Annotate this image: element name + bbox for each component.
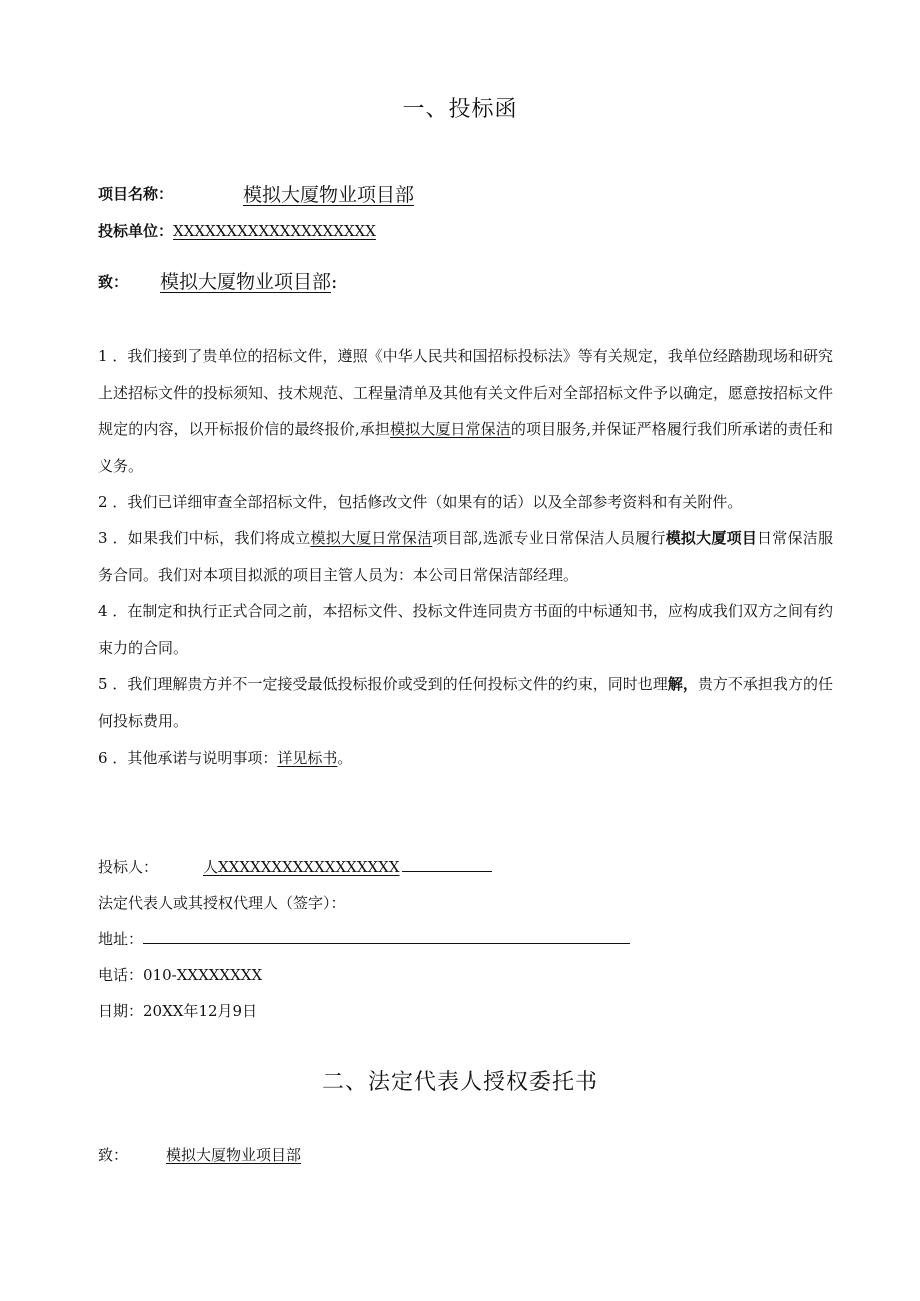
item-1-text-a: ．我们接到了贵单位的招标文件，遵照《中华人民共和国招标投标法》等有关规定，我单位经踏勘现场和研究上述招标文件的投标须知、技术规范、工程量清单及其他有关文件后对全部招标文件予以确定，愿意按招标文件规定的内容，以开标报价信的最终报价,承担 xyxy=(98,347,834,438)
project-name-value: 模拟大厦物业项目部 xyxy=(243,184,415,206)
item-4 xyxy=(98,593,833,666)
item-3-text-b: 项目部,选派专业日常保洁人员履行 xyxy=(432,529,666,547)
item-5-text-bold: 解， xyxy=(667,675,698,693)
item-6 xyxy=(98,740,833,777)
item-3-text-a: ．如果我们中标，我们将成立 xyxy=(112,529,311,547)
item-6-num: 6 xyxy=(98,749,108,767)
signer-label: 投标人： xyxy=(98,858,159,876)
letter-title: 一、投标函 xyxy=(402,97,518,122)
to-colon: : xyxy=(331,271,338,293)
item-3-service-name: 模拟大厦日常保洁 xyxy=(310,529,433,547)
bidder-label: 投标单位： xyxy=(98,222,174,240)
item-1-service-name: 模拟大厦日常保洁 xyxy=(389,420,511,438)
project-name-label: 项目名称： xyxy=(98,185,174,203)
item-1-text-b: 的项目服务,并保证严格履行我们所承诺的责任和义务。 xyxy=(98,420,833,475)
project-name-row xyxy=(98,183,173,204)
to-row xyxy=(160,267,337,294)
item-3-text-c: 日常保洁服务合同。我们对本项目拟派的项目主管人员为：本公司日常保洁部经理。 xyxy=(98,529,833,584)
date-label: 日期： xyxy=(98,1002,144,1020)
item-5-num: 5 xyxy=(98,675,108,693)
signer-blank-line xyxy=(402,857,492,872)
item-1 xyxy=(98,338,833,484)
item-2-num: 2 xyxy=(98,493,108,511)
item-6-text-b: 。 xyxy=(337,749,353,767)
authorization-title: 二、法定代表人授权委托书 xyxy=(321,1070,598,1095)
item-4-text: ．在制定和执行正式合同之前，本招标文件、投标文件连同贵方书面的中标通知书，应构成我们双方之间有约束力的合同。 xyxy=(98,602,833,657)
phone-label: 电话： xyxy=(98,966,144,984)
address-row xyxy=(98,928,630,949)
item-6-text-a: ．其他承诺与说明事项： xyxy=(112,749,278,767)
item-3-project-bold: 模拟大厦项目 xyxy=(665,529,758,547)
item-5 xyxy=(98,666,833,739)
to-label: 致： xyxy=(98,273,129,291)
item-3-num: 3 xyxy=(98,529,108,547)
address-blank-line xyxy=(143,929,630,944)
address-label: 地址： xyxy=(98,930,144,948)
phone-value: 010-XXXXXXXX xyxy=(143,966,263,984)
date-row xyxy=(98,1000,257,1021)
item-5-text-b: 贵方不承担我方的任何投标费用。 xyxy=(98,675,833,730)
auth-to-label: 致： xyxy=(98,1146,129,1164)
item-4-num: 4 xyxy=(98,602,108,620)
item-1-num: 1 xyxy=(98,347,108,365)
date-value: 20XX年12月9日 xyxy=(143,1002,258,1020)
item-2-text: ．我们已详细审查全部招标文件，包括修改文件（如果有的话）以及全部参考资料和有关附件。 xyxy=(112,493,743,511)
bidder-row xyxy=(98,220,376,241)
item-2 xyxy=(98,484,833,521)
auth-to-value: 模拟大厦物业项目部 xyxy=(166,1146,302,1164)
bidder-value: XXXXXXXXXXXXXXXXXXX xyxy=(173,222,376,240)
signer-row xyxy=(203,856,492,877)
phone-row xyxy=(98,964,262,985)
to-value: 模拟大厦物业项目部 xyxy=(160,271,332,293)
signer-value: 人XXXXXXXXXXXXXXXXX xyxy=(203,858,400,876)
item-3 xyxy=(98,520,833,593)
rep-label: 法定代表人或其授权代理人（签字）： xyxy=(98,894,346,912)
item-6-see-tender: 详见标书 xyxy=(277,749,338,767)
item-5-text-a: ．我们理解贵方并不一定接受最低投标报价或受到的任何投标文件的约束，同时也理 xyxy=(112,675,668,693)
